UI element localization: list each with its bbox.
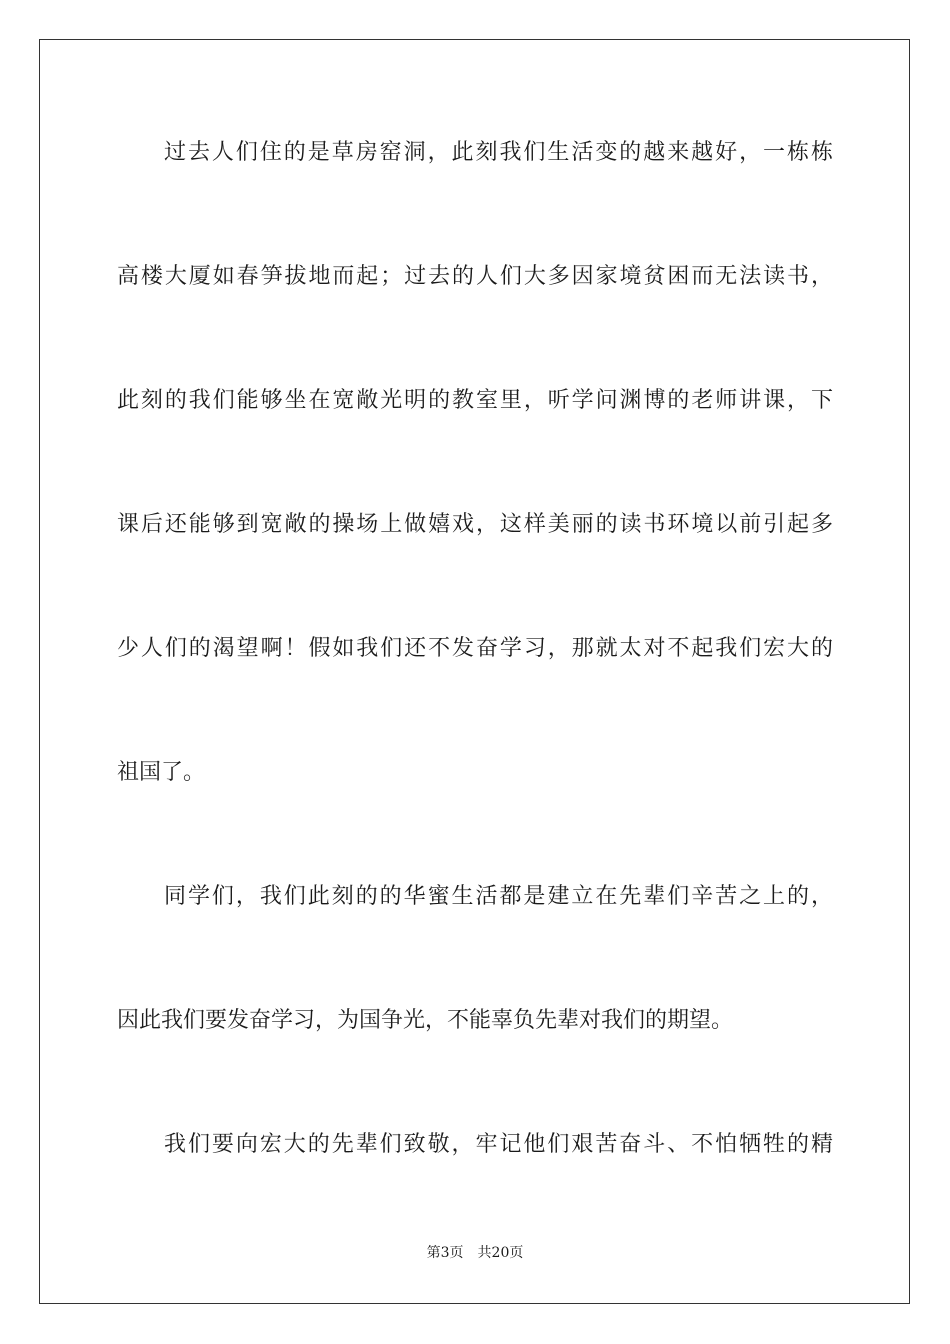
paragraph-line: 高楼大厦如春笋拔地而起；过去的人们大多因家境贫困而无法读书， <box>117 264 833 289</box>
paragraph-line: 此刻的我们能够坐在宽敞光明的教室里，听学问渊博的老师讲课，下 <box>117 388 833 413</box>
paragraph-line: 同学们，我们此刻的的华蜜生活都是建立在先辈们辛苦之上的， <box>164 884 833 909</box>
page-border <box>39 39 910 1304</box>
page-total: 共20页 <box>477 1245 524 1261</box>
page-number: 第3页 <box>426 1245 464 1261</box>
paragraph-line: 祖国了。 <box>117 760 206 785</box>
paragraph-line: 课后还能够到宽敞的操场上做嬉戏，这样美丽的读书环境以前引起多 <box>117 512 833 537</box>
paragraph-line: 因此我们要发奋学习，为国争光，不能辜负先辈对我们的期望。 <box>117 1008 734 1033</box>
paragraph-line: 少人们的渴望啊！假如我们还不发奋学习，那就太对不起我们宏大的 <box>117 636 833 661</box>
paragraph-line: 过去人们住的是草房窑洞，此刻我们生活变的越来越好，一栋栋 <box>164 140 833 165</box>
page-footer <box>0 1243 950 1263</box>
paragraph-line: 我们要向宏大的先辈们致敬，牢记他们艰苦奋斗、不怕牺牲的精 <box>164 1132 833 1157</box>
